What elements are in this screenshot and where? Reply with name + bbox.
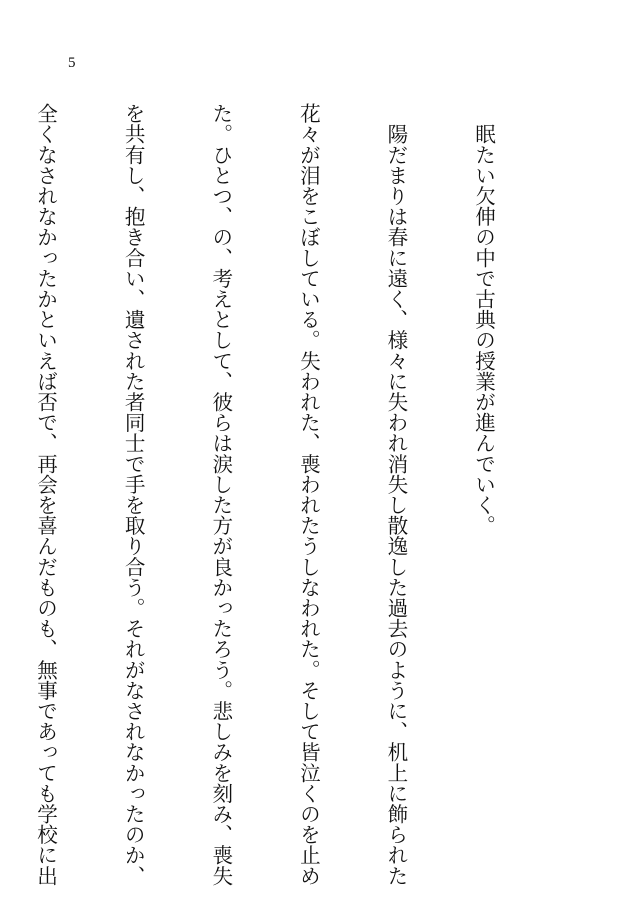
vertical-text-body	[0, 103, 556, 886]
page-number: 5	[68, 55, 76, 71]
text-line: 眠たい欠伸の中で古典の授業が進んでいく。	[471, 103, 496, 536]
text-line: 全くなされなかったかといえば否で、再会を喜んだものも、無事であっても学校に出	[33, 103, 58, 886]
text-line: を共有し、抱き合い、遺された者同士で手を取り合う。それがなされなかったのか、	[121, 103, 146, 886]
text-line: 花々が泪をこぼしている。失われた、喪われたうしなわれた。そして皆泣くのを止め	[296, 103, 321, 886]
text-line: 陽だまりは春に遠く、様々に失われ消失し散逸した過去のように、机上に飾られた	[383, 103, 408, 886]
text-line: た。ひとつ、の、考えとして、彼らは涙した方が良かったろう。悲しみを刻み、喪失	[208, 103, 233, 886]
